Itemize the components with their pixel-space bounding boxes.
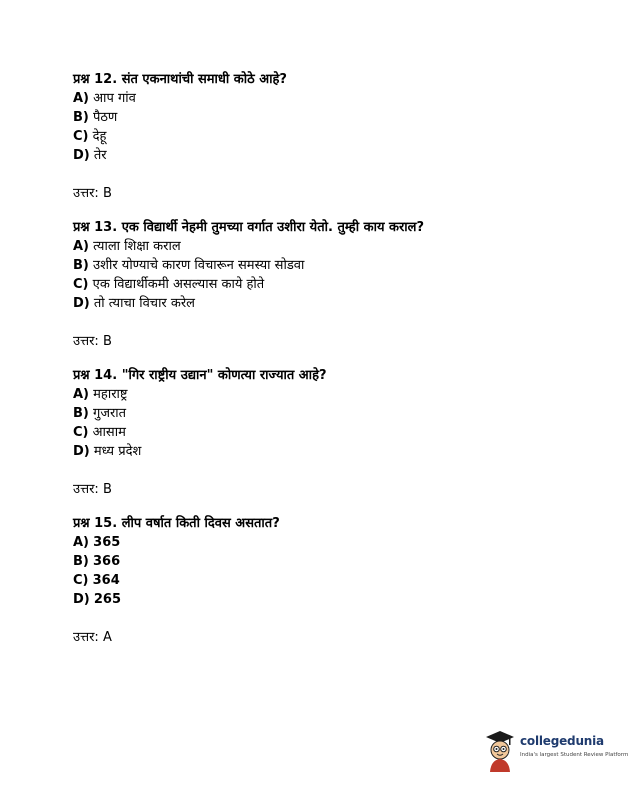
- answer-label: उत्तर:: [73, 630, 99, 645]
- collegedunia-logo: [482, 728, 628, 778]
- question-number: 14.: [94, 368, 118, 383]
- question-label: प्रश्न: [73, 72, 90, 87]
- question-text: [73, 514, 573, 533]
- answer-value: B: [102, 482, 112, 497]
- question-text: [73, 218, 573, 237]
- answer-value: A: [102, 630, 112, 645]
- question-label: प्रश्न: [73, 516, 90, 531]
- option-text: उशीर योण्याचे कारण विचारून समस्या सोडवा: [93, 258, 305, 273]
- answer-line: [73, 332, 573, 351]
- question-body: "गिर राष्ट्रीय उद्यान" कोणत्या राज्यात आहे?: [121, 368, 327, 383]
- option-b: [73, 404, 573, 423]
- option-text: तो त्याचा विचार करेल: [93, 296, 195, 311]
- question-number: 12.: [94, 72, 118, 87]
- question-block-14: [73, 366, 573, 499]
- answer-line: [73, 480, 573, 499]
- option-d: [73, 442, 573, 461]
- option-c: [73, 275, 573, 294]
- option-c: [73, 127, 573, 146]
- option-text: 365: [93, 535, 121, 550]
- option-letter: C): [73, 129, 89, 144]
- option-b: [73, 108, 573, 127]
- option-text: महाराष्ट्र: [93, 387, 128, 402]
- question-block-15: [73, 514, 573, 647]
- option-text: आप गांव: [93, 91, 136, 106]
- logo-name: collegedunia: [520, 734, 604, 748]
- option-letter: D): [73, 444, 90, 459]
- option-letter: D): [73, 296, 90, 311]
- option-text: 265: [93, 592, 122, 607]
- option-text: 366: [93, 554, 121, 569]
- question-body: लीप वर्षात किती दिवस असतात?: [121, 516, 280, 531]
- question-block-12: [73, 70, 573, 203]
- option-d: [73, 590, 573, 609]
- option-c: [73, 571, 573, 590]
- option-letter: B): [73, 554, 89, 569]
- option-letter: D): [73, 148, 90, 163]
- option-b: [73, 256, 573, 275]
- question-label: प्रश्न: [73, 220, 90, 235]
- option-text: तेर: [93, 148, 107, 163]
- answer-value: B: [102, 334, 112, 349]
- logo-tagline: India's largest Student Review Platform: [520, 752, 628, 758]
- option-a: [73, 533, 573, 552]
- option-a: [73, 385, 573, 404]
- question-text: [73, 70, 573, 89]
- option-letter: A): [73, 387, 90, 402]
- option-c: [73, 423, 573, 442]
- option-text: त्याला शिक्षा कराल: [93, 239, 181, 254]
- question-label: प्रश्न: [73, 368, 90, 383]
- option-letter: B): [73, 110, 89, 125]
- question-number: 13.: [94, 220, 118, 235]
- option-letter: A): [73, 239, 90, 254]
- question-body: संत एकनाथांची समाधी कोठे आहे?: [121, 72, 287, 87]
- option-text: मध्य प्रदेश: [93, 444, 142, 459]
- question-number: 15.: [94, 516, 118, 531]
- question-body: एक विद्यार्थी नेहमी तुमच्या वर्गात उशीरा येतो. तुम्ही काय कराल?: [121, 220, 425, 235]
- option-letter: A): [73, 91, 90, 106]
- option-letter: B): [73, 406, 89, 421]
- option-letter: B): [73, 258, 89, 273]
- question-block-13: [73, 218, 573, 351]
- answer-line: [73, 628, 573, 647]
- option-letter: C): [73, 425, 89, 440]
- option-text: पैठण: [93, 110, 118, 125]
- option-text: आसाम: [92, 425, 126, 440]
- student-mascot-icon: [482, 728, 518, 772]
- option-text: देहू: [92, 129, 107, 144]
- option-letter: C): [73, 277, 89, 292]
- option-a: [73, 89, 573, 108]
- option-d: [73, 146, 573, 165]
- option-a: [73, 237, 573, 256]
- answer-label: उत्तर:: [73, 482, 99, 497]
- answer-line: [73, 184, 573, 203]
- answer-label: उत्तर:: [73, 186, 99, 201]
- question-text: [73, 366, 573, 385]
- option-letter: C): [73, 573, 89, 588]
- option-text: 364: [92, 573, 120, 588]
- option-b: [73, 552, 573, 571]
- option-d: [73, 294, 573, 313]
- option-letter: D): [73, 592, 90, 607]
- option-text: गुजरात: [93, 406, 127, 421]
- option-letter: A): [73, 535, 90, 550]
- answer-value: B: [102, 186, 112, 201]
- option-text: एक विद्यार्थीकमी असल्यास काये होते: [92, 277, 265, 292]
- answer-label: उत्तर:: [73, 334, 99, 349]
